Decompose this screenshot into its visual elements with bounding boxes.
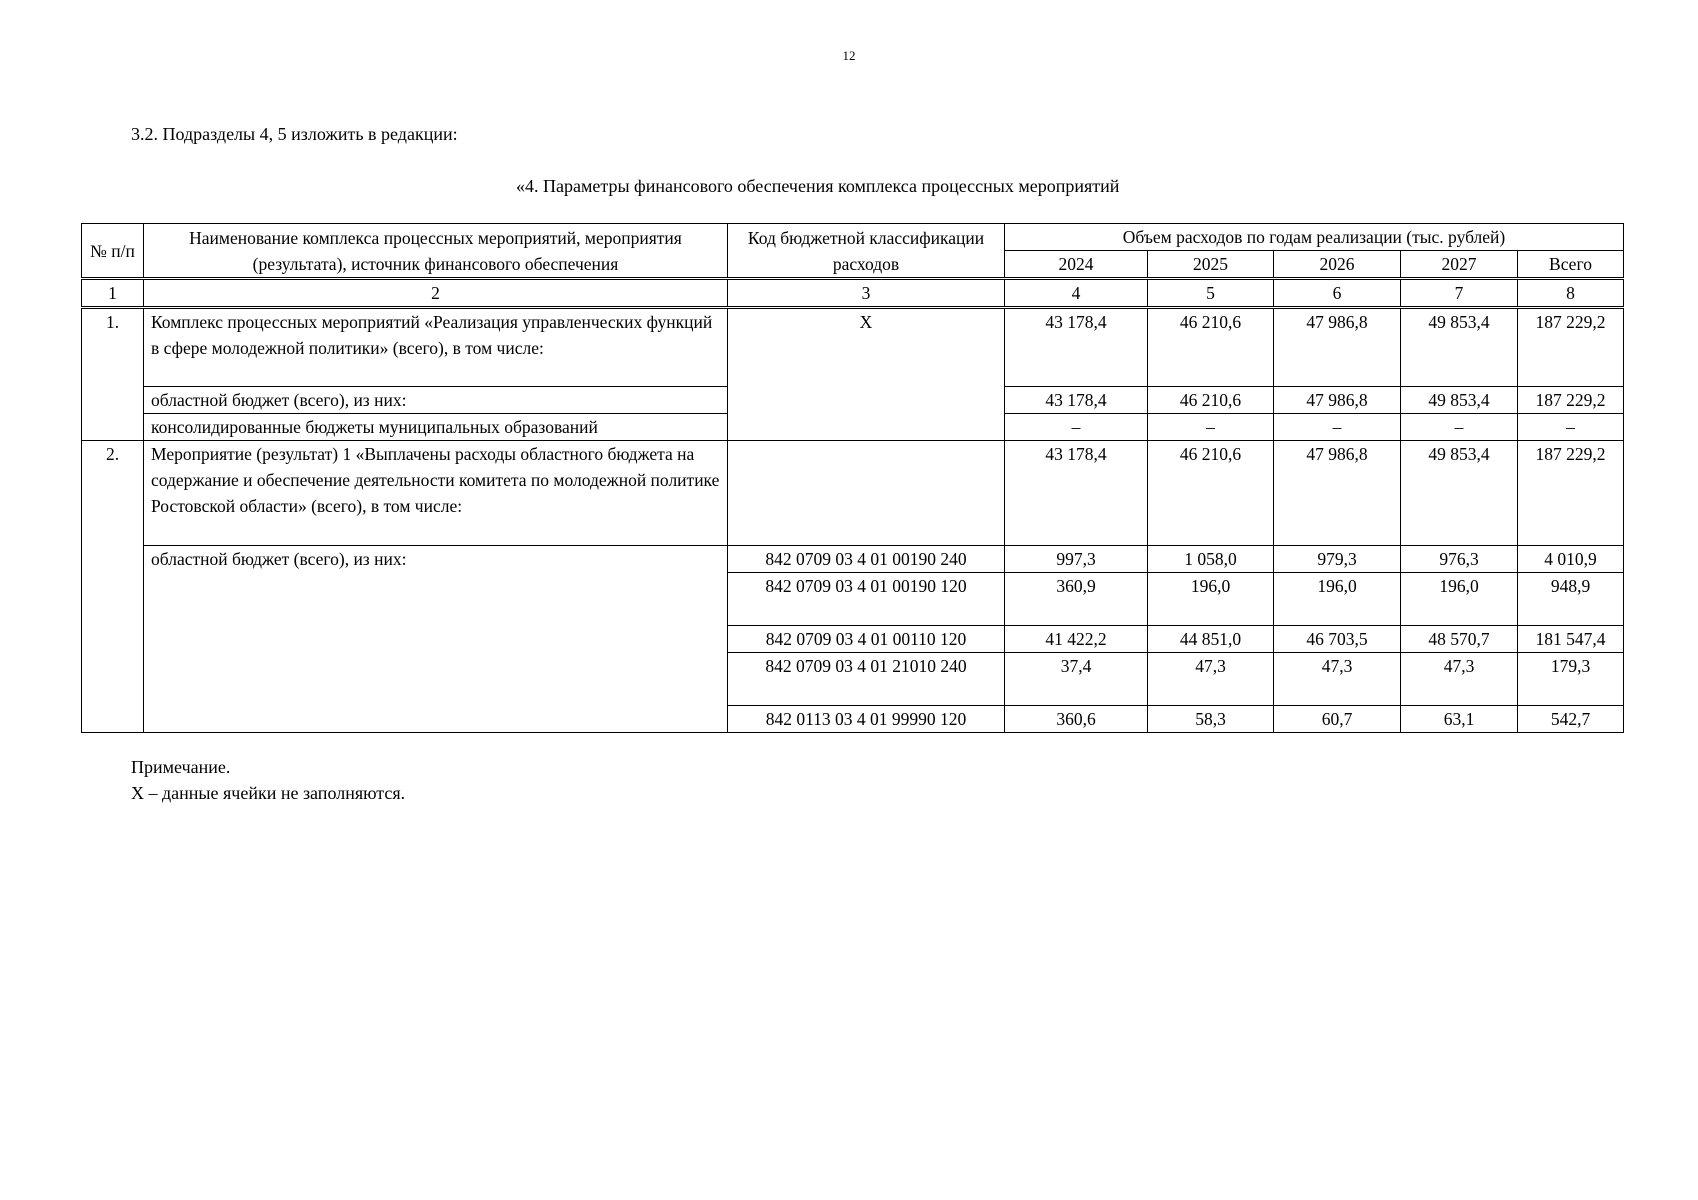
index-cell: 7 — [1401, 279, 1518, 308]
value-2027: 976,3 — [1401, 546, 1518, 573]
value-2024: – — [1005, 414, 1148, 441]
header-volume: Объем расходов по годам реализации (тыс. рублей) — [1005, 224, 1624, 251]
header-code: Код бюджетной классификации расходов — [728, 224, 1005, 279]
value-2026: 47 986,8 — [1274, 308, 1401, 387]
row-code: X — [728, 308, 1005, 441]
value-2026: 196,0 — [1274, 573, 1401, 626]
row-code: 842 0709 03 4 01 00190 120 — [728, 573, 1005, 626]
value-2024: 43 178,4 — [1005, 387, 1148, 414]
table-row — [82, 546, 1624, 573]
header-year-2024: 2024 — [1005, 251, 1148, 279]
value-total: 187 229,2 — [1518, 308, 1624, 387]
value-2024: 43 178,4 — [1005, 308, 1148, 387]
index-cell: 8 — [1518, 279, 1624, 308]
row-num: 1. — [82, 308, 144, 441]
value-total: 948,9 — [1518, 573, 1624, 626]
row-code: 842 0709 03 4 01 21010 240 — [728, 653, 1005, 706]
index-cell: 3 — [728, 279, 1005, 308]
value-2027: 49 853,4 — [1401, 441, 1518, 546]
index-cell: 2 — [144, 279, 728, 308]
value-2024: 43 178,4 — [1005, 441, 1148, 546]
row-name: областной бюджет (всего), из них: — [144, 387, 728, 414]
value-total: 542,7 — [1518, 706, 1624, 733]
value-2025: 44 851,0 — [1148, 626, 1274, 653]
value-2027: 49 853,4 — [1401, 308, 1518, 387]
value-2026: 47 986,8 — [1274, 387, 1401, 414]
value-2025: 46 210,6 — [1148, 308, 1274, 387]
value-2026: 47 986,8 — [1274, 441, 1401, 546]
row-code: 842 0113 03 4 01 99990 120 — [728, 706, 1005, 733]
value-total: 179,3 — [1518, 653, 1624, 706]
value-2026: 60,7 — [1274, 706, 1401, 733]
value-total: – — [1518, 414, 1624, 441]
value-2024: 360,9 — [1005, 573, 1148, 626]
index-cell: 4 — [1005, 279, 1148, 308]
row-name: Мероприятие (результат) 1 «Выплачены расходы областного бюджета на содержание и обеспечение деятельности комитета по молодежной политике Ростовской области» (всего), в том числе: — [144, 441, 728, 546]
financing-table — [81, 223, 1624, 733]
table-title: «4. Параметры финансового обеспечения комплекса процессных мероприятий — [516, 176, 1120, 196]
value-2025: 1 058,0 — [1148, 546, 1274, 573]
index-cell: 1 — [82, 279, 144, 308]
header-year-2027: 2027 — [1401, 251, 1518, 279]
value-total: 187 229,2 — [1518, 441, 1624, 546]
value-2025: 58,3 — [1148, 706, 1274, 733]
value-2027: 49 853,4 — [1401, 387, 1518, 414]
value-2024: 37,4 — [1005, 653, 1148, 706]
table-row — [82, 308, 1624, 387]
value-2024: 360,6 — [1005, 706, 1148, 733]
value-2027: 47,3 — [1401, 653, 1518, 706]
page-number: 12 — [842, 48, 856, 63]
value-2026: 47,3 — [1274, 653, 1401, 706]
row-name: консолидированные бюджеты муниципальных образований — [144, 414, 728, 441]
value-total: 187 229,2 — [1518, 387, 1624, 414]
value-2025: 47,3 — [1148, 653, 1274, 706]
value-2025: – — [1148, 414, 1274, 441]
header-name: Наименование комплекса процессных мероприятий, мероприятия (результата), источник финансового обеспечения — [144, 224, 728, 279]
row-code: 842 0709 03 4 01 00190 240 — [728, 546, 1005, 573]
value-2027: 63,1 — [1401, 706, 1518, 733]
value-2027: 196,0 — [1401, 573, 1518, 626]
intro-text: 3.2. Подразделы 4, 5 изложить в редакции: — [131, 124, 458, 144]
value-2024: 41 422,2 — [1005, 626, 1148, 653]
value-2026: – — [1274, 414, 1401, 441]
value-total: 4 010,9 — [1518, 546, 1624, 573]
value-2027: – — [1401, 414, 1518, 441]
index-cell: 5 — [1148, 279, 1274, 308]
row-code: 842 0709 03 4 01 00110 120 — [728, 626, 1005, 653]
header-num: № п/п — [82, 224, 144, 279]
row-name: Комплекс процессных мероприятий «Реализация управленческих функций в сфере молодежной политики» (всего), в том числе: — [144, 308, 728, 387]
index-cell: 6 — [1274, 279, 1401, 308]
value-2027: 48 570,7 — [1401, 626, 1518, 653]
note-x: X – данные ячейки не заполняются. — [131, 783, 406, 803]
row-code — [728, 441, 1005, 546]
value-2025: 46 210,6 — [1148, 441, 1274, 546]
value-total: 181 547,4 — [1518, 626, 1624, 653]
note-title: Примечание. — [131, 757, 231, 777]
value-2026: 979,3 — [1274, 546, 1401, 573]
header-year-2025: 2025 — [1148, 251, 1274, 279]
value-2025: 196,0 — [1148, 573, 1274, 626]
header-year-2026: 2026 — [1274, 251, 1401, 279]
value-2024: 997,3 — [1005, 546, 1148, 573]
index-row — [82, 279, 1624, 308]
value-2026: 46 703,5 — [1274, 626, 1401, 653]
header-total: Всего — [1518, 251, 1624, 279]
row-name: областной бюджет (всего), из них: — [144, 546, 728, 733]
table-row — [82, 441, 1624, 546]
value-2025: 46 210,6 — [1148, 387, 1274, 414]
row-num: 2. — [82, 441, 144, 733]
